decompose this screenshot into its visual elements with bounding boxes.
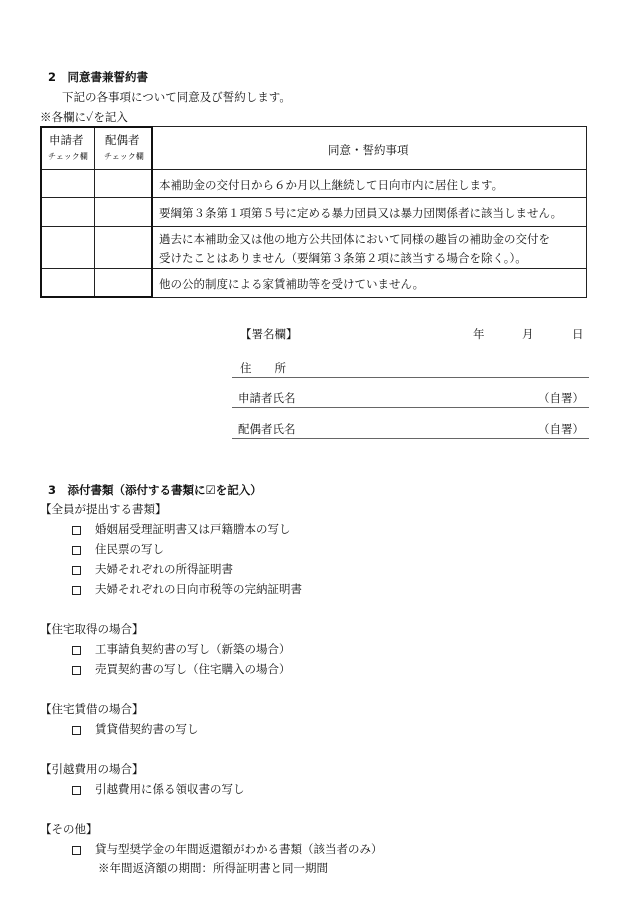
checkbox[interactable] bbox=[72, 646, 81, 655]
spouse-name-line[interactable] bbox=[232, 438, 589, 439]
col-spouse-sub: チェック欄 bbox=[104, 152, 144, 161]
doc-label: 売買契約書の写し（住宅購入の場合） bbox=[95, 662, 291, 676]
col-spouse-header: 配偶者 bbox=[105, 133, 140, 147]
group-house-purchase-title: 【住宅取得の場合】 bbox=[40, 622, 144, 636]
checkbox[interactable] bbox=[72, 846, 81, 855]
consent-item-3-line1: 過去に本補助金又は他の地方公共団体において同様の趣旨の補助金の交付を bbox=[159, 232, 550, 246]
spouse-check-row-4[interactable] bbox=[95, 269, 152, 296]
checkbox[interactable] bbox=[72, 566, 81, 575]
group-other-title: 【その他】 bbox=[40, 822, 98, 836]
checkbox[interactable] bbox=[72, 786, 81, 795]
group-all-title: 【全員が提出する書類】 bbox=[40, 502, 167, 516]
checkbox[interactable] bbox=[72, 666, 81, 675]
col-applicant-header: 申請者 bbox=[49, 133, 84, 147]
doc-label: 婚姻届受理証明書又は戸籍謄本の写し bbox=[95, 522, 291, 536]
group-moving-title: 【引越費用の場合】 bbox=[40, 762, 144, 776]
other-note: ※年間返済額の期間：所得証明書と同一期間 bbox=[98, 861, 328, 875]
check-instruction: ※各欄に✓を記入 bbox=[40, 110, 128, 124]
applicant-check-row-4[interactable] bbox=[41, 269, 94, 296]
doc-item[interactable] bbox=[72, 781, 245, 797]
applicant-check-row-3[interactable] bbox=[41, 227, 94, 268]
consent-item-2: 要綱第３条第１項第５号に定める暴力団員又は暴力団関係者に該当しません。 bbox=[159, 206, 563, 220]
doc-item[interactable] bbox=[72, 541, 164, 557]
doc-item[interactable] bbox=[72, 581, 302, 597]
section3-heading: 3 添付書類（添付する書類に☑を記入） bbox=[48, 483, 262, 497]
section2-heading: 2 同意書兼誓約書 bbox=[48, 70, 149, 84]
spouse-check-row-3[interactable] bbox=[95, 227, 152, 268]
signature-label: 【署名欄】 bbox=[240, 327, 298, 341]
address-label: 住 所 bbox=[240, 361, 286, 375]
checkbox[interactable] bbox=[72, 586, 81, 595]
spouse-check-row-1[interactable] bbox=[95, 170, 152, 197]
doc-item[interactable] bbox=[72, 721, 199, 737]
spouse-name-label: 配偶者氏名 bbox=[238, 422, 296, 436]
applicant-check-row-2[interactable] bbox=[41, 198, 94, 226]
doc-label: 夫婦それぞれの所得証明書 bbox=[95, 562, 233, 576]
col-applicant-sub: チェック欄 bbox=[48, 152, 88, 161]
doc-item[interactable] bbox=[72, 561, 233, 577]
applicant-autograph: （自署） bbox=[538, 391, 584, 405]
group-rental-title: 【住宅賃借の場合】 bbox=[40, 702, 144, 716]
checkbox[interactable] bbox=[72, 526, 81, 535]
doc-item[interactable] bbox=[72, 521, 291, 537]
doc-label: 引越費用に係る領収書の写し bbox=[95, 782, 245, 796]
spouse-check-row-2[interactable] bbox=[95, 198, 152, 226]
col-items-header: 同意・誓約事項 bbox=[328, 143, 409, 157]
date-day: 日 bbox=[572, 327, 584, 341]
doc-label: 工事請負契約書の写し（新築の場合） bbox=[95, 642, 291, 656]
doc-item[interactable] bbox=[72, 641, 291, 657]
date-year: 年 bbox=[473, 327, 485, 341]
consent-item-3-line2: 受けたことはありません（要綱第３条第２項に該当する場合を除く。）。 bbox=[159, 251, 527, 265]
applicant-check-row-1[interactable] bbox=[41, 170, 94, 197]
applicant-name-line[interactable] bbox=[232, 407, 589, 408]
date-month: 月 bbox=[522, 327, 534, 341]
section2-intro: 下記の各事項について同意及び誓約します。 bbox=[62, 90, 291, 104]
checkbox[interactable] bbox=[72, 726, 81, 735]
consent-item-1: 本補助金の交付日から６か月以上継続して日向市内に居住します。 bbox=[159, 178, 504, 192]
doc-item[interactable] bbox=[72, 661, 291, 677]
checkbox[interactable] bbox=[72, 546, 81, 555]
doc-label: 夫婦それぞれの日向市税等の完納証明書 bbox=[95, 582, 302, 596]
doc-item[interactable] bbox=[72, 841, 383, 857]
applicant-name-label: 申請者氏名 bbox=[238, 391, 296, 405]
address-line[interactable] bbox=[232, 377, 589, 378]
doc-label: 住民票の写し bbox=[95, 542, 164, 556]
spouse-autograph: （自署） bbox=[538, 422, 584, 436]
doc-label: 賃貸借契約書の写し bbox=[95, 722, 199, 736]
doc-label: 貸与型奨学金の年間返還額がわかる書類（該当者のみ） bbox=[95, 842, 383, 856]
consent-item-4: 他の公的制度による家賃補助等を受けていません。 bbox=[159, 277, 425, 291]
